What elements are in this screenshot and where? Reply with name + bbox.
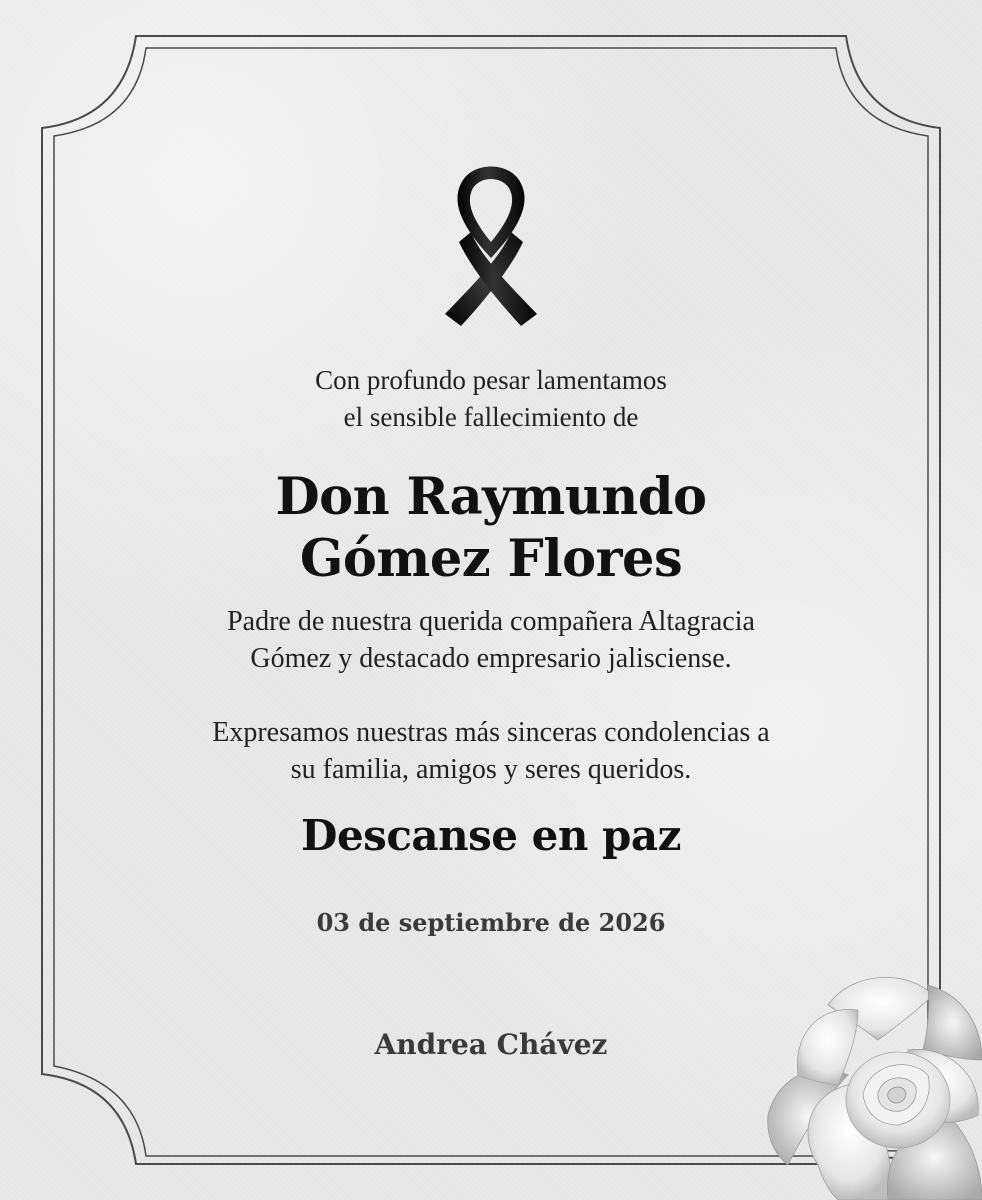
description-line-2: Gómez y destacado empresario jalisciense. [250,643,732,674]
condolence-line-2: su familia, amigos y seres queridos. [290,754,692,785]
deceased-name-line-2: Gómez Flores [299,529,683,589]
closing-phrase: Descanse en paz [301,811,681,860]
white-rose-icon [758,965,982,1200]
intro-text [91,362,891,436]
deceased-description [91,603,891,677]
mourning-ribbon-icon [441,162,541,328]
intro-line-2: el sensible fallecimiento de [343,402,639,432]
description-line-1: Padre de nuestra querida compañera Altagracia [227,606,755,637]
intro-line-1: Con profundo pesar lamentamos [315,365,667,395]
signer-name: Andrea Chávez [374,1028,608,1061]
deceased-name [91,466,891,590]
date-text: 03 de septiembre de 2026 [316,908,666,937]
condolence-line-1: Expresamos nuestras más sinceras condolencias a [212,717,770,748]
condolence-message [91,714,891,788]
deceased-name-line-1: Don Raymundo [275,467,707,527]
